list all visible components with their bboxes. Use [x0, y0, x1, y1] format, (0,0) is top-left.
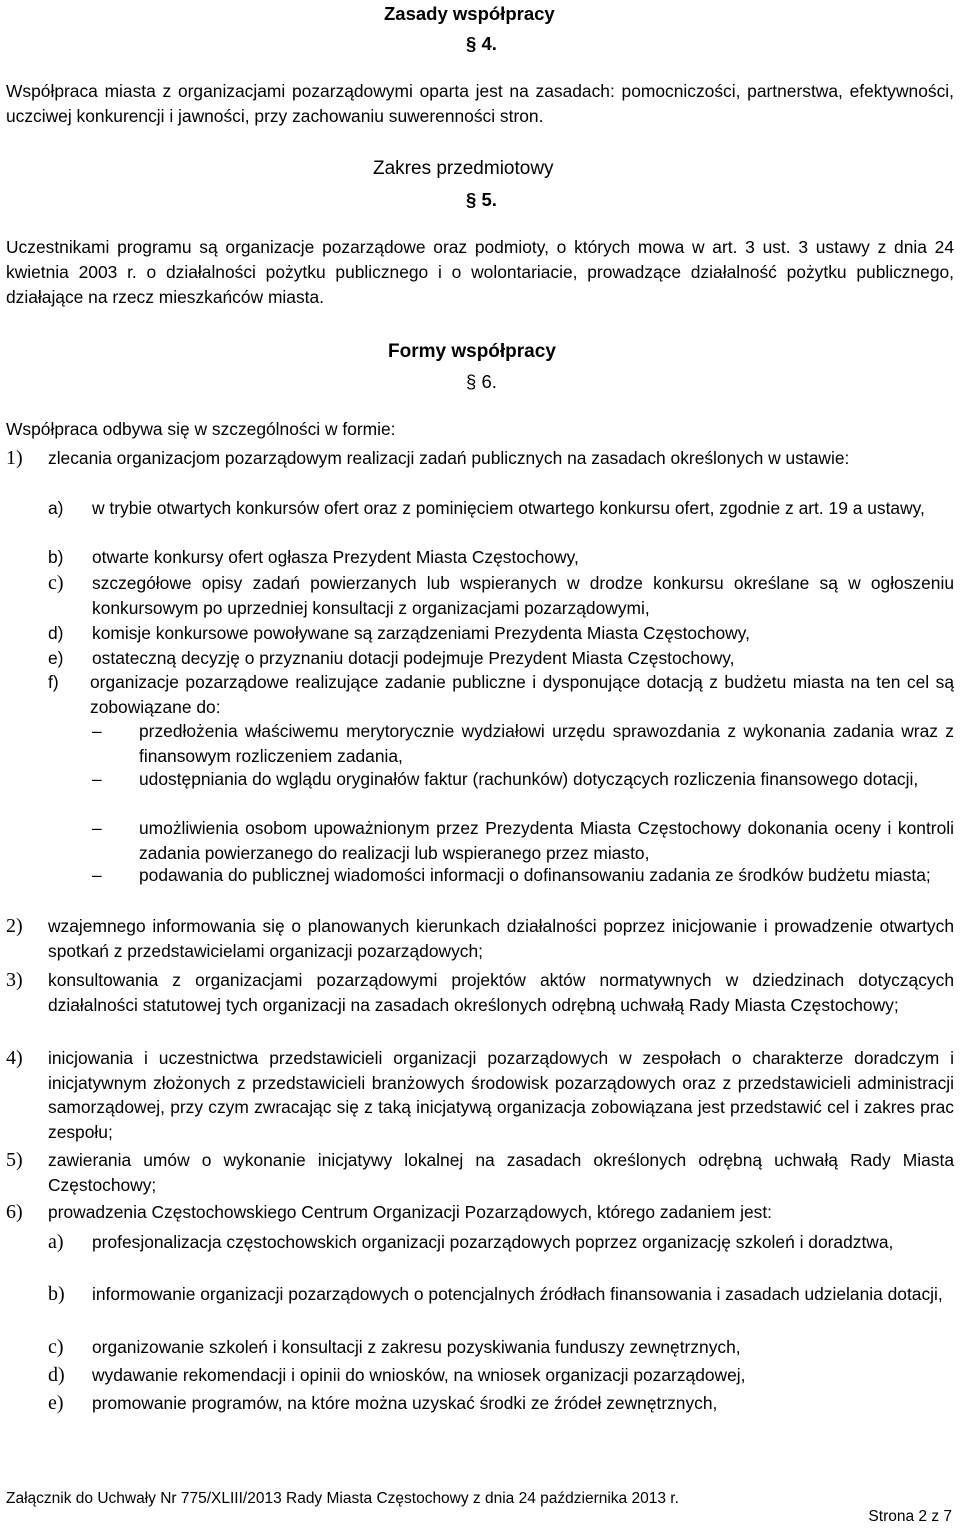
sublist-item-1b — [48, 545, 954, 570]
list-item-4 — [6, 1046, 954, 1144]
section-number-6: § 6. — [466, 371, 497, 392]
sublist-text: ostateczną decyzję o przyznaniu dotacji podejmuje Prezydent Miasta Częstochowy, — [92, 648, 735, 668]
list-number: 6) — [6, 1201, 23, 1223]
list-item-text: zawierania umów o wykonanie inicjatywy lokalnej na zasadach określonych odrębną uchwałą Rady Miasta Częstochowy; — [48, 1150, 954, 1195]
sublist-item-1f — [48, 670, 954, 719]
sublist-letter: b) — [48, 1283, 65, 1305]
section-number-4: § 4. — [466, 33, 497, 54]
sublist-letter: b) — [48, 547, 64, 567]
dash-item-text: umożliwienia osobom upoważnionym przez Prezydenta Miasta Częstochowy dokonania oceny i kontroli zadania powierzanego do realizacji lub wspieranego przez miasto, — [139, 818, 954, 863]
list-item-5 — [6, 1148, 954, 1197]
sublist-text: promowanie programów, na które można uzyskać środki ze źródeł zewnętrznych, — [92, 1393, 718, 1413]
sublist-letter: f) — [48, 672, 59, 692]
dash-item-text: udostępniania do wglądu oryginałów faktur (rachunków) dotyczących rozliczenia finansowego dotacji, — [139, 769, 919, 789]
section-4-text: Współpraca miasta z organizacjami pozarządowymi oparta jest na zasadach: pomocniczości, partnerstwa, efektywności, uczciwej konkurencji i jawności, przy zachowaniu suwerenności stron. — [6, 81, 954, 126]
section-title-zakres: Zakres przedmiotowy — [373, 158, 554, 179]
sublist-letter: d) — [48, 623, 64, 643]
list-item-6 — [6, 1200, 954, 1225]
sublist-item-6d — [48, 1363, 954, 1388]
sublist-text: wydawanie rekomendacji i opinii do wniosków, na wniosek organizacji pozarządowej, — [92, 1365, 746, 1385]
dash-item-3 — [92, 816, 954, 865]
sublist-letter: e) — [48, 648, 64, 668]
sublist-text: informowanie organizacji pozarządowych o potencjalnych źródłach finansowania i zasadach udzielania dotacji, — [92, 1284, 943, 1304]
dash-marker: – — [92, 818, 102, 838]
sublist-item-6c — [48, 1335, 954, 1360]
section-title-formy: Formy współpracy — [388, 341, 556, 362]
sublist-text: otwarte konkursy ofert ogłasza Prezydent Miasta Częstochowy, — [92, 547, 579, 567]
list-item-text: konsultowania z organizacjami pozarządowymi projektów aktów normatywnych w dziedzinach dotyczących działalności statutowej tych organizacji na zasadach określonych odrębną uchwałą Rady Miasta Częstochowy; — [48, 970, 954, 1015]
list-number: 3) — [6, 969, 23, 991]
sublist-text: organizowanie szkoleń i konsultacji z zakresu pozyskiwania funduszy zewnętrznych, — [92, 1337, 741, 1357]
page-number: Strona 2 z 7 — [868, 1508, 952, 1525]
sublist-letter: c) — [48, 572, 64, 594]
sublist-letter: d) — [48, 1364, 65, 1386]
list-item-text: wzajemnego informowania się o planowanych kierunkach działalności poprzez inicjowanie i prowadzenie otwartych spotkań z przedstawicielami organizacji pozarządowych; — [48, 916, 954, 961]
sublist-letter: c) — [48, 1336, 64, 1358]
section-5-text: Uczestnikami programu są organizacje pozarządowe oraz podmioty, o których mowa w art. 3 ust. 3 ustawy z dnia 24 kwietnia 2003 r. o działalności pożytku publicznego i o wolontariacie, prowadzące działalność pożytku publicznego, działające na rzecz mieszkańców miasta. — [6, 237, 954, 307]
dash-item-text: przedłożenia właściwemu merytorycznie wydziałowi urzędu sprawozdania z wykonania zadania wraz z finansowym rozliczeniem zadania, — [139, 721, 954, 766]
sublist-item-1e — [48, 646, 954, 671]
sublist-text: w trybie otwartych konkursów ofert oraz z pominięciem otwartego konkursu ofert, zgodnie z art. 19 a ustawy, — [92, 498, 925, 518]
list-item-text: prowadzenia Częstochowskiego Centrum Organizacji Pozarządowych, którego zadaniem jest: — [48, 1202, 772, 1222]
page-footer: Załącznik do Uchwały Nr 775/XLIII/2013 Rady Miasta Częstochowy z dnia 24 października 2013 r. — [6, 1490, 679, 1507]
dash-marker: – — [92, 721, 102, 741]
sublist-text: profesjonalizacja częstochowskich organizacji pozarządowych poprzez organizację szkoleń i doradztwa, — [92, 1232, 894, 1252]
list-item-3 — [6, 968, 954, 1017]
dash-item-2 — [92, 767, 954, 792]
sublist-item-1c — [48, 571, 954, 620]
sublist-letter: a) — [48, 498, 64, 518]
section-title-zasady: Zasady współpracy — [384, 3, 555, 24]
sublist-letter: a) — [48, 1231, 64, 1253]
section-6-intro: Współpraca odbywa się w szczególności w formie: — [6, 419, 396, 439]
sublist-text: szczegółowe opisy zadań powierzanych lub wspieranych w drodze konkursu określane są w ogłoszeniu konkursowym po uprzedniej konsultacji z organizacjami pozarządowymi, — [92, 573, 954, 618]
dash-item-1 — [92, 719, 954, 768]
dash-marker: – — [92, 769, 102, 789]
sublist-item-6e — [48, 1391, 954, 1416]
dash-marker: – — [92, 865, 102, 885]
sublist-item-6b — [48, 1282, 954, 1307]
sublist-letter: e) — [48, 1392, 64, 1414]
list-number: 2) — [6, 915, 23, 937]
list-number: 5) — [6, 1149, 23, 1171]
dash-item-text: podawania do publicznej wiadomości informacji o dofinansowaniu zadania ze środków budżetu miasta; — [139, 865, 931, 885]
sublist-item-1d — [48, 621, 954, 646]
list-number: 4) — [6, 1047, 23, 1069]
list-item-text: inicjowania i uczestnictwa przedstawicieli organizacji pozarządowych w zespołach o charakterze doradczym i inicjatywnym złożonych z przedstawicieli branżowych środowisk pozarządowych oraz z przedstawicieli administracji samorządowej, przy czym zwracając się z taką inicjatywą organizacja zobowiązana jest przedstawić cel i zakres prac zespołu; — [48, 1048, 954, 1142]
dash-item-4 — [92, 863, 954, 888]
sublist-item-1a — [48, 496, 954, 521]
list-number: 1) — [6, 447, 23, 469]
sublist-text: organizacje pozarządowe realizujące zadanie publiczne i dysponujące dotacją z budżetu miasta na ten cel są zobowiązane do: — [90, 672, 954, 717]
sublist-text: komisje konkursowe powoływane są zarządzeniami Prezydenta Miasta Częstochowy, — [92, 623, 750, 643]
list-item-2 — [6, 914, 954, 963]
section-number-5: § 5. — [466, 189, 497, 210]
sublist-item-6a — [48, 1230, 954, 1255]
list-item-text: zlecania organizacjom pozarządowym realizacji zadań publicznych na zasadach określonych w ustawie: — [48, 448, 850, 468]
list-item-1 — [6, 446, 954, 471]
